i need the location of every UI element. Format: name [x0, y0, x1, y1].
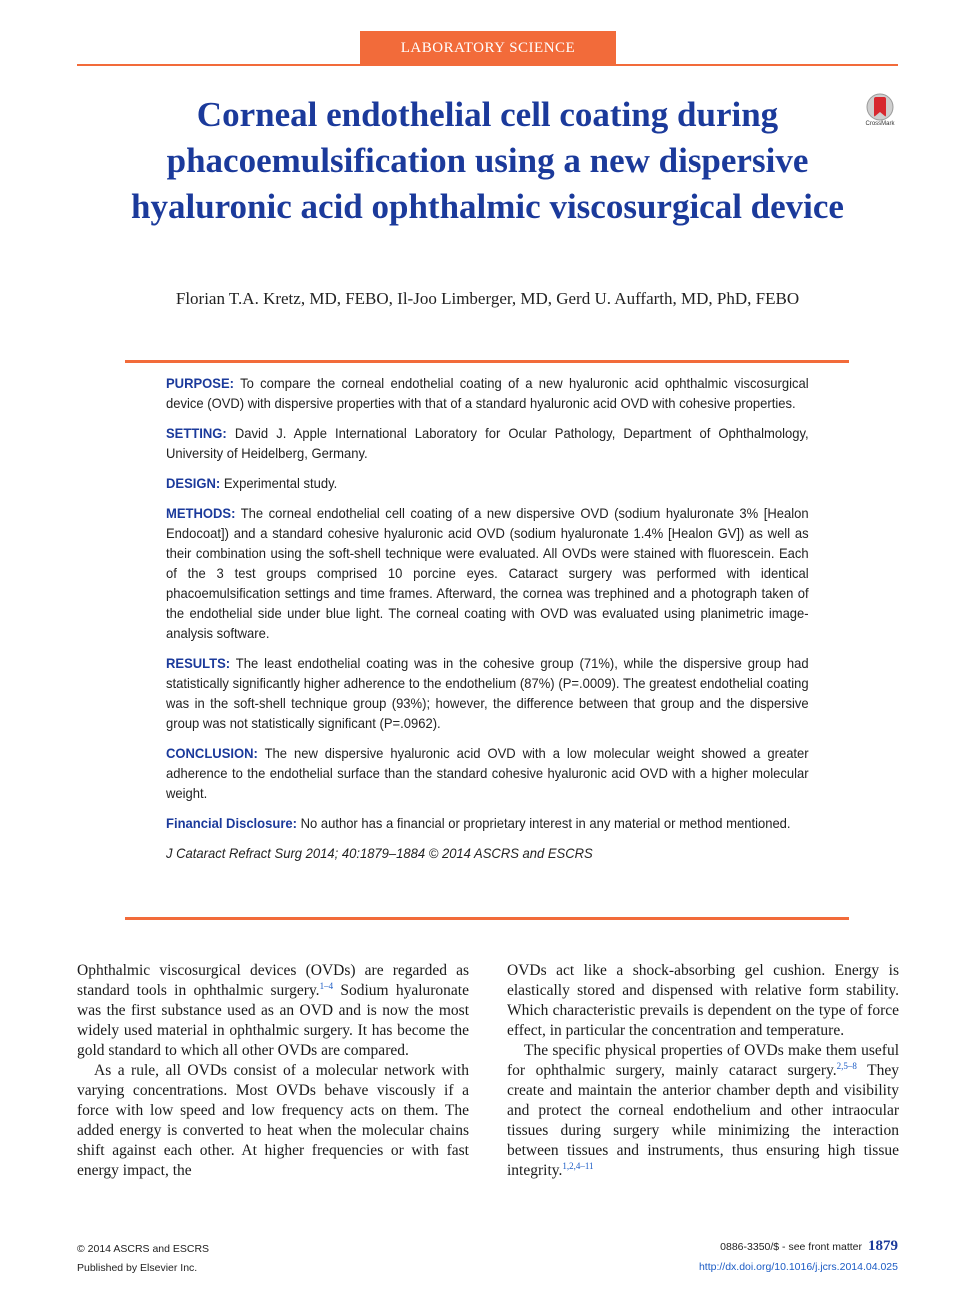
- methods-label: METHODS:: [166, 505, 236, 521]
- footer-left: [77, 1240, 209, 1278]
- setting-label: SETTING:: [166, 425, 227, 441]
- page-number: 1879: [868, 1238, 898, 1254]
- section-tab: LABORATORY SCIENCE: [360, 31, 616, 65]
- abstract-methods: [166, 503, 809, 643]
- purpose-label: PURPOSE:: [166, 375, 235, 391]
- body-text: Ophthalmic viscosurgical devices (OVDs) are regarded as standard tools in ophthalmic surgery.: [77, 962, 469, 999]
- purpose-text: To compare the corneal endothelial coating of a new hyaluronic acid ophthalmic viscosurgical device (OVD) with dispersive properties with that of a standard hyaluronic acid OVD with cohesive properties.: [166, 375, 809, 411]
- methods-text: The corneal endothelial cell coating of a new dispersive OVD (sodium hyaluronate 3% [Healon Endocoat]) and a standard cohesive hyaluronic acid OVD (sodium hyaluronate 1.4% [Healon GV]) as well as their combination using the soft-shell technique were evaluated. All OVDs were stained with fluorescein. Each of the 3 test groups comprised 10 porcine eyes. Cataract surgery was performed with identical phacoemulsification settings and time frames. Afterward, the cornea was trephined and a photograph taken of the endothelial side under blue light. The corneal coating with OVD was evaluated using planimetric image-analysis software.: [166, 505, 809, 641]
- setting-text: David J. Apple International Laboratory for Ocular Pathology, Department of Ophthalmology, University of Heidelberg, Germany.: [166, 425, 809, 461]
- abstract-disclosure: [166, 813, 809, 833]
- results-text: The least endothelial coating was in the cohesive group (71%), while the dispersive group had statistically significantly higher adherence to the endothelium (87%) (P=.0009). The greatest endothelial coating was in the soft-shell technique group (93%); however, the difference between that group and the dispersive group was not statistically significant (P=.0962).: [166, 655, 809, 731]
- reference-link[interactable]: 1–4: [319, 980, 334, 991]
- reference-link[interactable]: 2,5–8: [836, 1060, 857, 1071]
- body-right-column: [507, 961, 899, 1181]
- doi-link[interactable]: http://dx.doi.org/10.1016/j.jcrs.2014.04.025: [698, 1261, 898, 1273]
- body-left-column: [77, 961, 469, 1181]
- issn: 0886-3350/$ - see front matter: [720, 1241, 862, 1253]
- body-text: The specific physical properties of OVDs make them useful for ophthalmic surgery, mainly cataract surgery.: [507, 1042, 899, 1079]
- body-paragraph: [77, 961, 469, 1061]
- design-text: Experimental study.: [223, 475, 338, 491]
- crossmark-label: CrossMark: [865, 121, 895, 127]
- abstract-design: [166, 473, 809, 493]
- reference-link[interactable]: 1,2,4–11: [562, 1160, 594, 1171]
- disclosure-text: No author has a financial or proprietary interest in any material or method mentioned.: [300, 815, 791, 831]
- body-paragraph: [507, 1041, 899, 1181]
- results-label: RESULTS:: [166, 655, 231, 671]
- abstract: [166, 373, 809, 873]
- body-text: They create and maintain the anterior chamber depth and visibility and protect the corneal endothelium and other intraocular tissues during surgery while minimizing the interaction between tissues and instruments, thus ensuring high tissue integrity.: [507, 1062, 899, 1179]
- design-label: DESIGN:: [166, 475, 221, 491]
- footer-right: [699, 1236, 898, 1277]
- article-title: Corneal endothelial cell coating during phacoemulsification using a new dispersive hyaluronic acid ophthalmic viscosurgical device: [131, 95, 844, 226]
- abstract-purpose: [166, 373, 809, 413]
- top-rule: [77, 64, 898, 66]
- publisher: Published by Elsevier Inc.: [77, 1262, 198, 1274]
- abstract-conclusion: [166, 743, 809, 803]
- abstract-bottom-rule: [125, 917, 849, 920]
- abstract-results: [166, 653, 809, 733]
- conclusion-label: CONCLUSION:: [166, 745, 258, 761]
- abstract-top-rule: [125, 360, 849, 363]
- citation: J Cataract Refract Surg 2014; 40:1879–1884 © 2014 ASCRS and ESCRS: [166, 845, 593, 861]
- conclusion-text: The new dispersive hyaluronic acid OVD with a low molecular weight showed a greater adherence to the endothelial surface than the standard cohesive hyaluronic acid OVD with a higher molecular weight.: [166, 745, 809, 801]
- disclosure-label: Financial Disclosure:: [166, 815, 297, 831]
- body-text: Sodium hyaluronate was the first substance used as an OVD and is now the most widely used material in ophthalmic surgery. It has become the gold standard to which all other OVDs are compared.: [77, 982, 469, 1059]
- body-paragraph: OVDs act like a shock-absorbing gel cushion. Energy is elastically stored and dispensed with relative form stability. Which characteristic prevails is dependent on the type of force effect, in particular the concentration and temperature.: [507, 962, 899, 1039]
- body-paragraph: As a rule, all OVDs consist of a molecular network with varying concentrations. Most OVDs behave viscously if a force with low speed and low frequency acts on them. The added energy is converted to heat when the molecular chains shift against each other. At higher frequencies or with fast energy impact, the: [77, 1062, 469, 1179]
- author-list: Florian T.A. Kretz, MD, FEBO, Il-Joo Limberger, MD, Gerd U. Auffarth, MD, PhD, FEBO: [175, 289, 800, 308]
- abstract-setting: [166, 423, 809, 463]
- copyright: © 2014 ASCRS and ESCRS: [77, 1243, 210, 1255]
